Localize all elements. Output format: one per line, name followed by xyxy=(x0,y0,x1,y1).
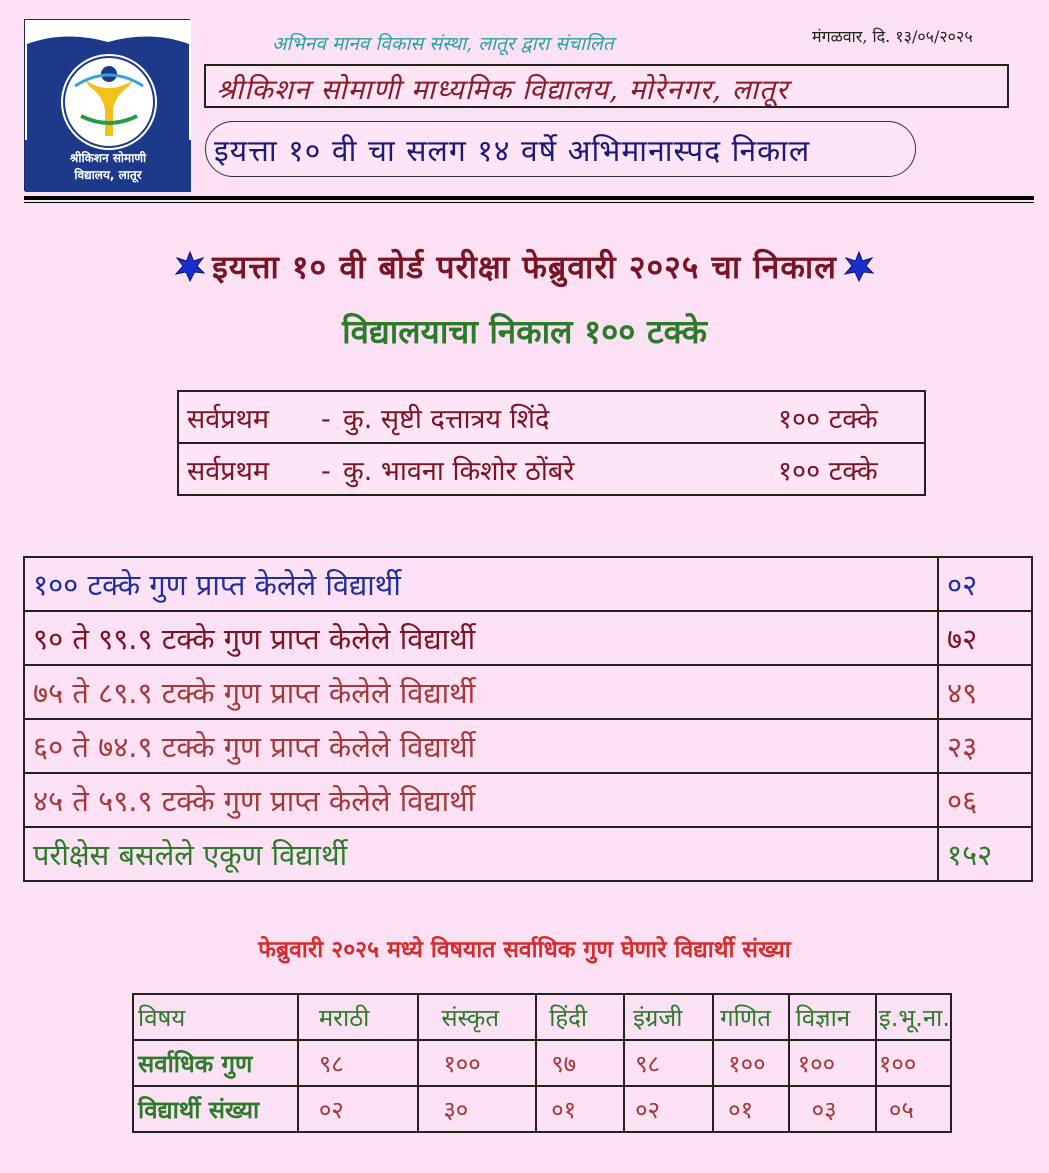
header-divider-thin xyxy=(24,202,1034,203)
toppers-table xyxy=(177,390,926,496)
grade-count: ७२ xyxy=(938,611,1032,665)
subject-value: ०१ xyxy=(536,1086,624,1132)
subject-value: ९७ xyxy=(536,1040,624,1086)
subject-value: ०३ xyxy=(789,1086,876,1132)
date-text: मंगळवार, दि. १३/०५/२०२५ xyxy=(812,27,973,46)
topper-row xyxy=(178,391,925,443)
topper-score: १०० टक्के xyxy=(778,403,878,435)
result-title-row xyxy=(0,245,1049,288)
topper-label: सर्वप्रथम xyxy=(187,455,270,487)
tagline-box xyxy=(205,121,916,177)
subject-value: १०० xyxy=(876,1040,951,1086)
subject-header-cell: गणित xyxy=(713,994,788,1040)
result-subtitle: विद्यालयाचा निकाल १०० टक्के xyxy=(342,312,707,351)
topper-name: कु. सृष्टी दत्तात्रय शिंदे xyxy=(343,403,550,435)
grade-row xyxy=(24,665,1032,719)
subject-toppers-table xyxy=(132,993,952,1133)
subject-header-cell: मराठी xyxy=(298,994,419,1040)
subject-header-cell: इंग्रजी xyxy=(624,994,713,1040)
tagline: इयत्ता १० वी चा सलग १४ वर्षे अभिमानास्पद निकाल xyxy=(214,134,811,169)
grade-row xyxy=(24,827,1032,881)
logo-caption-line2: विद्यालय, लातूर xyxy=(74,168,142,182)
topper-dash: - xyxy=(321,455,331,487)
subject-header-row xyxy=(133,994,951,1040)
school-name-box xyxy=(204,64,1009,108)
subject-header-cell: विज्ञान xyxy=(789,994,876,1040)
header-divider-thick xyxy=(24,196,1034,200)
subject-value: ०२ xyxy=(298,1086,419,1132)
subject-row-label: विद्यार्थी संख्या xyxy=(133,1086,298,1132)
star-icon xyxy=(842,250,876,284)
grade-count: ०६ xyxy=(938,773,1032,827)
subjects-heading: फेब्रुवारी २०२५ मध्ये विषयात सर्वाधिक गुण घेणारे विद्यार्थी संख्या xyxy=(258,937,791,963)
topper-score: १०० टक्के xyxy=(778,455,878,487)
subject-header-cell: संस्कृत xyxy=(418,994,536,1040)
star-icon xyxy=(173,250,207,284)
grade-row xyxy=(24,719,1032,773)
grade-label: ९० ते ९९.९ टक्के गुण प्राप्त केलेले विद्यार्थी xyxy=(24,611,938,665)
grade-label: ४५ ते ५९.९ टक्के गुण प्राप्त केलेले विद्यार्थी xyxy=(24,773,938,827)
subject-row xyxy=(133,1086,951,1132)
grade-label: १०० टक्के गुण प्राप्त केलेले विद्यार्थी xyxy=(24,557,938,611)
subject-value: १०० xyxy=(713,1040,788,1086)
grade-label: परीक्षेस बसलेले एकूण विद्यार्थी xyxy=(24,827,938,881)
subject-value: ३० xyxy=(418,1086,536,1132)
topper-label: सर्वप्रथम xyxy=(187,403,270,435)
result-title: इयत्ता १० वी बोर्ड परीक्षा फेब्रुवारी २०२५ चा निकाल xyxy=(212,248,837,286)
grade-row xyxy=(24,611,1032,665)
sanstha-line: अभिनव मानव विकास संस्था, लातूर द्वारा संचालित xyxy=(272,33,614,55)
grade-distribution-table xyxy=(23,556,1033,882)
subject-row xyxy=(133,1040,951,1086)
grade-row xyxy=(24,557,1032,611)
subject-value: ०१ xyxy=(713,1086,788,1132)
grade-row xyxy=(24,773,1032,827)
subject-header-cell: इ.भू.ना. xyxy=(876,994,951,1040)
school-name: श्रीकिशन सोमाणी माध्यमिक विद्यालय, मोरेनगर, लातूर xyxy=(216,73,789,106)
subject-value: ९८ xyxy=(624,1040,713,1086)
grade-count: १५२ xyxy=(938,827,1032,881)
topper-row xyxy=(178,443,925,495)
subject-value: ०५ xyxy=(876,1086,951,1132)
subject-header-cell: हिंदी xyxy=(536,994,624,1040)
subject-value: १०० xyxy=(418,1040,536,1086)
topper-dash: - xyxy=(321,403,331,435)
logo-caption-line1: श्रीकिशन सोमाणी xyxy=(69,151,147,165)
grade-count: ०२ xyxy=(938,557,1032,611)
subject-header-cell: विषय xyxy=(133,994,298,1040)
topper-name: कु. भावना किशोर ठोंबरे xyxy=(343,455,575,487)
subject-value: १०० xyxy=(789,1040,876,1086)
grade-count: ४९ xyxy=(938,665,1032,719)
grade-label: ७५ ते ८९.९ टक्के गुण प्राप्त केलेले विद्यार्थी xyxy=(24,665,938,719)
subject-row-label: सर्वाधिक गुण xyxy=(133,1040,298,1086)
subject-value: ९८ xyxy=(298,1040,419,1086)
grade-count: २३ xyxy=(938,719,1032,773)
subject-value: ०२ xyxy=(624,1086,713,1132)
school-logo xyxy=(24,19,190,191)
grade-label: ६० ते ७४.९ टक्के गुण प्राप्त केलेले विद्यार्थी xyxy=(24,719,938,773)
